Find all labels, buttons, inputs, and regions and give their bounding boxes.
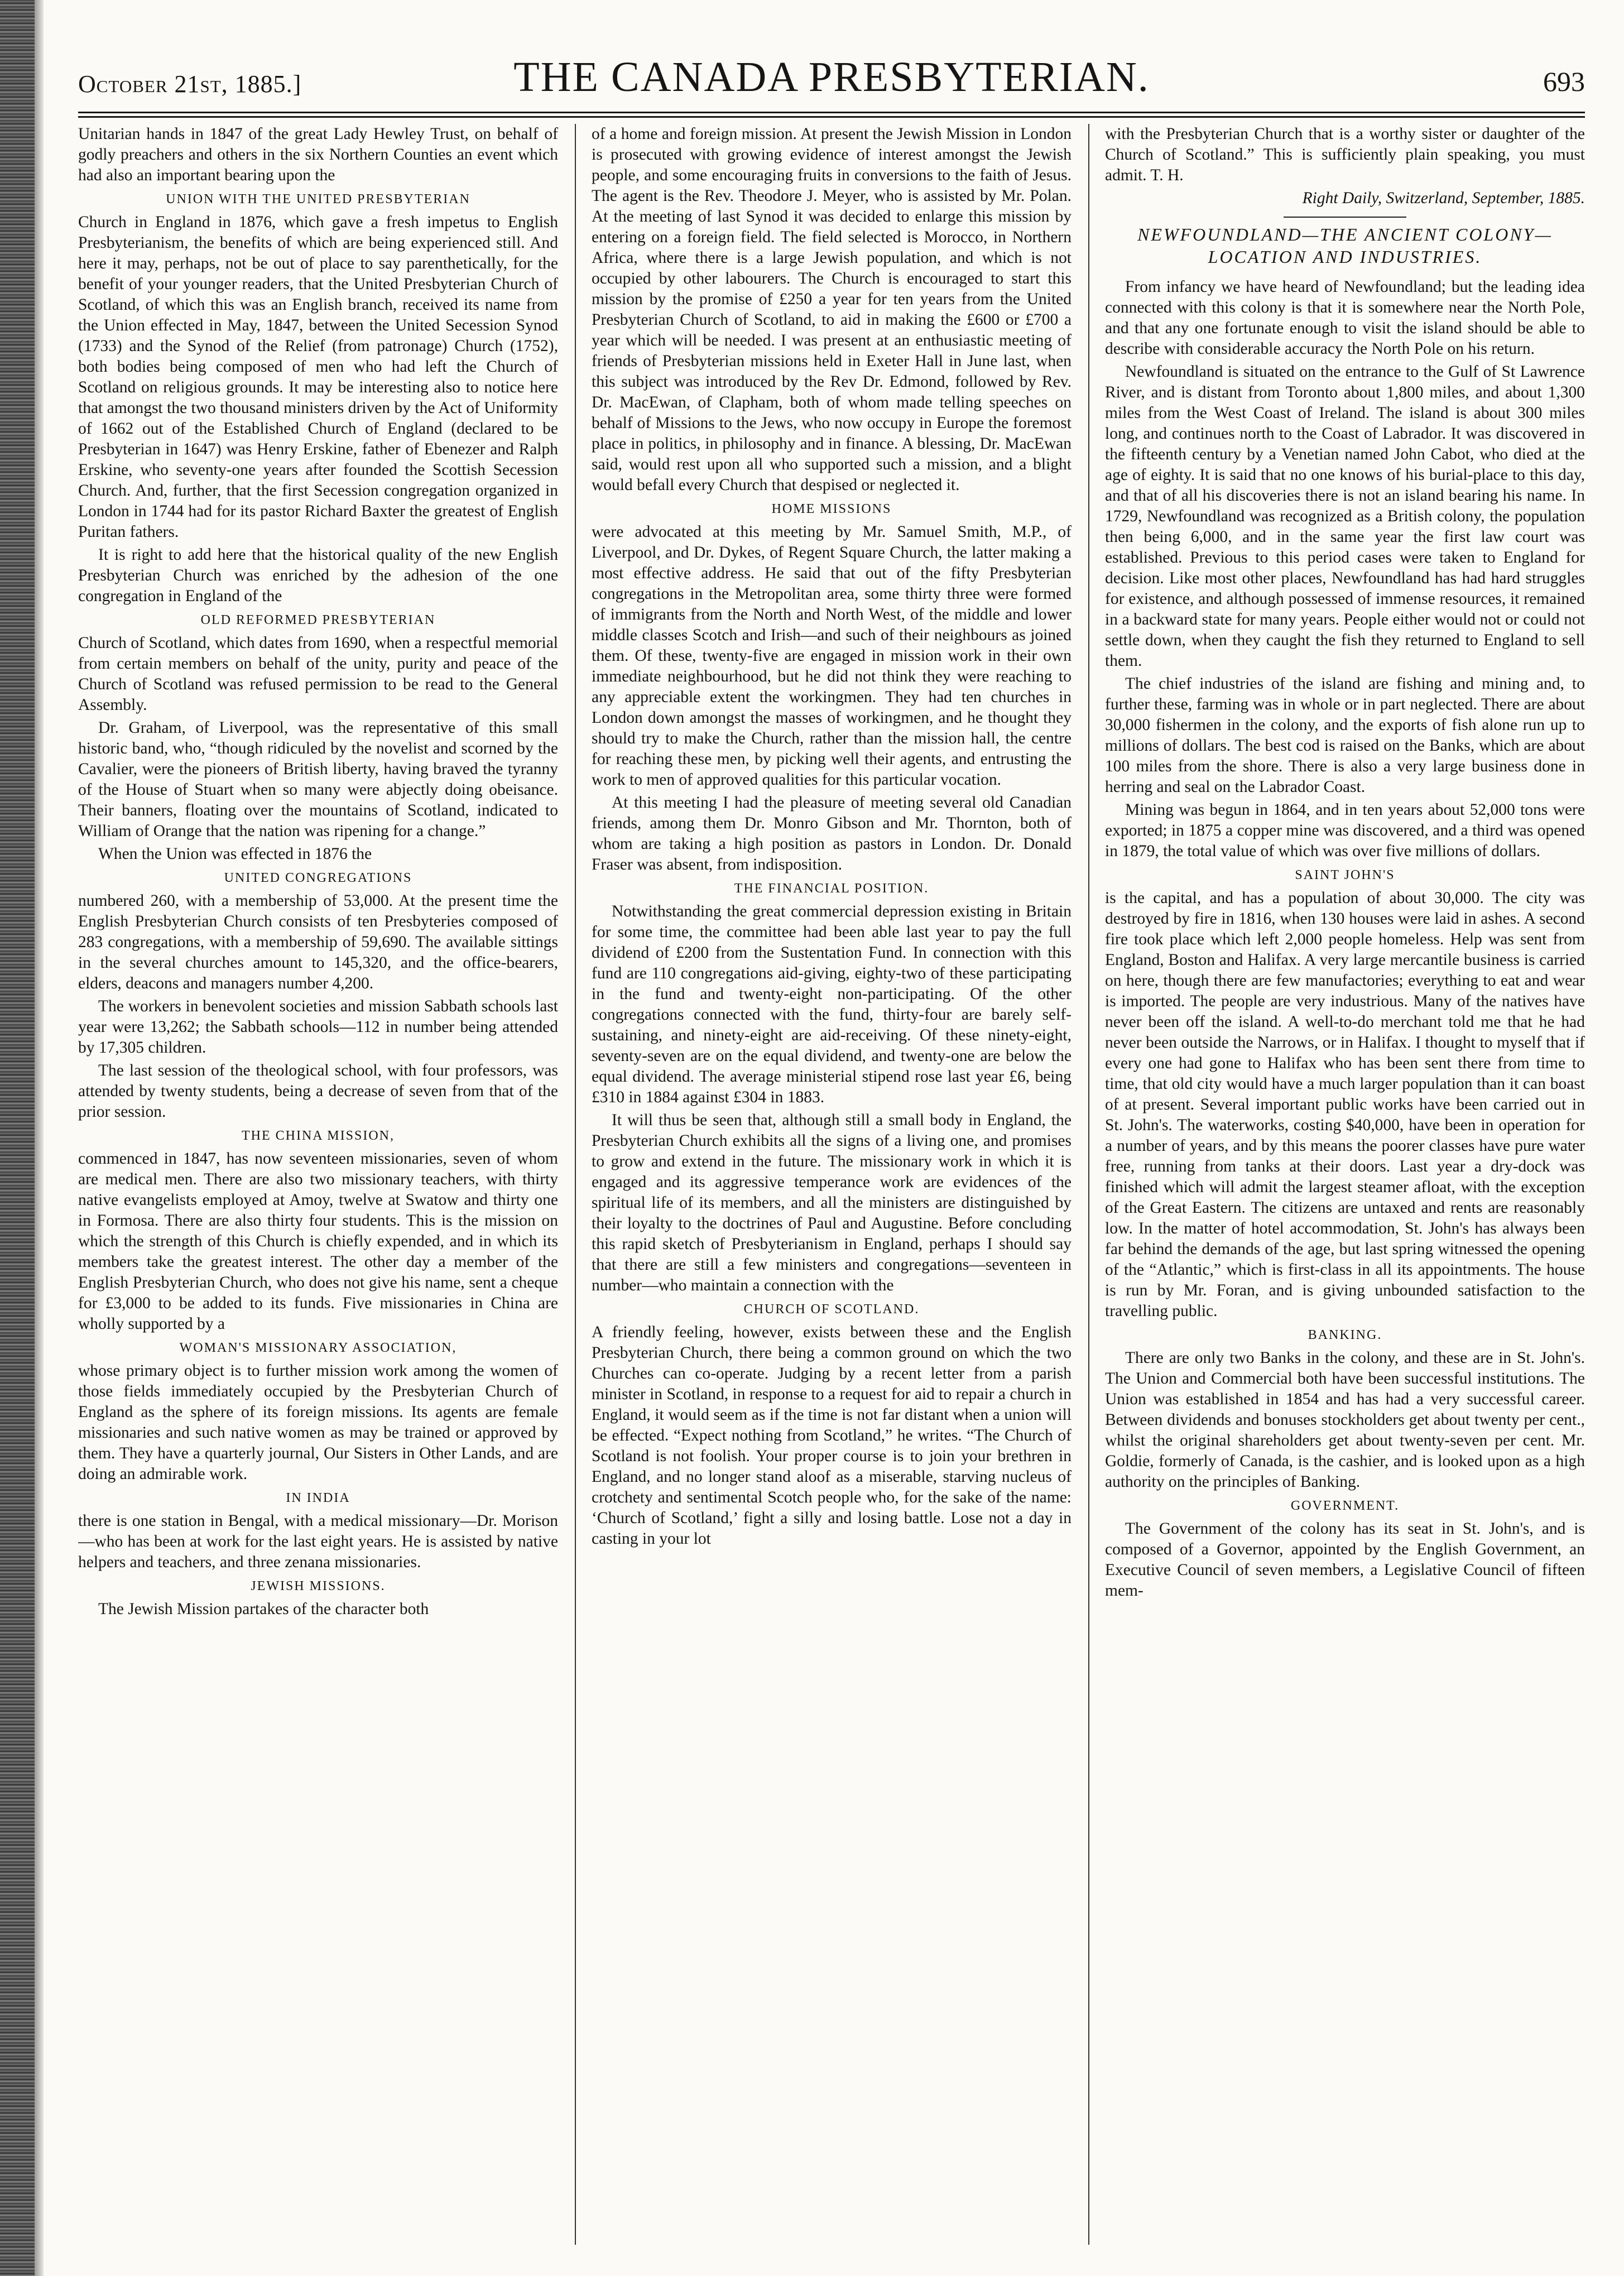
paragraph: The Jewish Mission partakes of the character both bbox=[98, 1600, 429, 1618]
paragraph: Church in England in 1876, which gave a fresh impetus to English Presbyterianism, the benefits of which are being experienced still. And here it may, perhaps, not be out of place to say parenthetically, for the benefit of your younger readers, that the United Presbyterian Church of Scotland, of which this was an English branch, received its name from the Union effected in May, 1847, between the United Secession Synod (1733) and the Synod of the Relief (from patronage) Church (1752), both bodies being composed of men who had left the Church of Scotland on religious grounds. It may be interesting also to notice here that amongst the two thousand ministers driven by the Act of Uniformity of 1662 out of the Established Church of England (declared to be Presbyterian in 1647) was Henry Erskine, father of Ebenezer and Ralph Erskine, who seventy-one years after founded the Scottish Secession Church. And, further, that the first Secession congregation organized in London in 1744 had for its pastor Richard Baxter the greatest of English Puritan fathers. bbox=[78, 213, 558, 541]
paragraph: The last session of the theological school, with four professors, was attended by twenty students, being a decrease of seven from that of the prior session. bbox=[78, 1062, 558, 1121]
paragraph: From infancy we have heard of Newfoundland; but the leading idea connected with this colony is that it is somewhere near the North Pole, and that any one fortunate enough to visit the island should be able to describe with considerable accuracy the North Pole on his return. bbox=[1105, 278, 1585, 358]
paragraph: A friendly feeling, however, exists between these and the English Presbyterian Church, there being a common ground on which the two Churches can co-operate. Judging by a recent letter from a parish minister in Scotland, in response to a request for aid to repair a church in England, it would seem as if the time is not far distant when a union will be effected. “Expect nothing from Scotland,” he writes. “The Church of Scotland is not foolish. Your proper course is to join your brethren in England, and no longer stand aloof as a miserable, starving nucleus of crotchety and sentimental Scotch people who, for the sake of the name: ‘Church of Scotland,’ fight a silly and losing battle. Lose not a day in casting in your lot bbox=[592, 1323, 1072, 1548]
paragraph: When the Union was effected in 1876 the bbox=[98, 845, 372, 863]
binding-shadow bbox=[35, 0, 44, 2276]
binding-edge bbox=[0, 0, 35, 2276]
paragraph: It will thus be seen that, although still a small body in England, the Presbyterian Church exhibits all the signs of a living one, and promises to grow and extend in the future. The missionary work in which it is engaged and its aggressive temperance work are evidences of the spiritual life of its members, and all the ministers are distinguished by their loyalty to the doctrines of Paul and Augustine. Before concluding this rapid sketch of Presbyterianism in England, perhaps I should say that there are still a few ministers and congregations—seventeen in number—who maintain a connection with the bbox=[592, 1111, 1072, 1294]
section-heading: HOME MISSIONS bbox=[771, 502, 892, 516]
issue-date: October 21st, 1885.] bbox=[78, 70, 302, 98]
paragraph: At this meeting I had the pleasure of meeting several old Canadian friends, among them Dr. Monro Gibson and Mr. Thornton, both of whom are taking a high position as pastors in London. Dr. Donald Fraser was absent, from indisposition. bbox=[592, 794, 1072, 873]
paragraph: Notwithstanding the great commercial depression existing in Britain for some time, the committee had been able last year to pay the full dividend of £200 from the Sustentation Fund. In connection with this fund are 110 congregations aid-giving, eighty-two of these participating in the fund and twenty-eight non-participating. Of the other congregations connected with the fund, thirty-four are barely self-sustaining, and ninety-eight are aid-receiving. Of these ninety-eight, seventy-seven are on the equal dividend, and twenty-one are below the equal dividend. The average ministerial stipend rose last year £6, being £310 in 1884 against £304 in 1883. bbox=[592, 902, 1072, 1106]
section-heading: JEWISH MISSIONS. bbox=[251, 1579, 386, 1593]
paragraph: is the capital, and has a population of about 30,000. The city was destroyed by fire in 1816, when 130 houses were laid in ashes. A second fire took place which left 2,000 people homeless. Help was sent from England, Boston and Halifax. A very large mercantile business is carried on here, though there are few manufactories; everything to eat and wear is imported. The people are very industrious. Many of the natives have never been off the island. A well-to-do merchant told me that he had never been outside the Narrows, or in Halifax. I thought to myself that if every one had gone to Halifax who has been sent there from time to time, that old city would have a much larger population than it can boast of at present. Several important public works have been carried out in St. John's. The waterworks, costing $40,000, have been in operation for a number of years, and by this means the poorer classes have pure water free, running from tanks at their doors. Last year a dry-dock was finished which will admit the largest steamer afloat, with the exception of the Great Eastern. The citizens are untaxed and rents are reasonably low. In the matter of hotel accommodation, St. John's has always been far behind the demands of the age, but last spring witnessed the opening of the “Atlantic,” which is first-class in all its appointments. The house is run by Mr. Foran, and is giving unbounded satisfaction to the travelling public. bbox=[1105, 889, 1585, 1320]
header-rule-bottom bbox=[78, 116, 1585, 118]
paragraph: with the Presbyterian Church that is a worthy sister or daughter of the Church of Scotland.” This is sufficiently plain speaking, you must admit. T. H. bbox=[1105, 125, 1585, 184]
page-header bbox=[78, 53, 1585, 109]
paragraph: were advocated at this meeting by Mr. Samuel Smith, M.P., of Liverpool, and Dr. Dykes, of Regent Square Church, the latter making a most effective address. He said that out of the fifty Presbyterian congregations in the Metropolitan area, some thirty three were formed of immigrants from the North and North West, of the middle and lower middle classes Scotch and Irish—and such of their neighbours as joined them. Of these, twenty-five are engaged in mission work in their own immediate neighbourhood, but he did not think they were reaching to any appreciable extent the workingmen. They had ten churches in London down amongst the masses of workingmen, and he thought they should try to make the Church, rather than the mission hall, the centre for reaching these men, by picking well their agents, and entrusting the work to men of approved qualities for this particular vocation. bbox=[592, 523, 1072, 789]
paragraph: There are only two Banks in the colony, and these are in St. John's. The Union and Commercial both have been successful institutions. The Union was established in 1854 and has had a very successful career. Between dividends and bonuses stockholders get about twenty per cent., whilst the original shareholders get about twenty-seven per cent. Mr. Goldie, formerly of Canada, is the cashier, and is looked upon as a high authority on the principles of Banking. bbox=[1105, 1349, 1585, 1491]
paragraph: numbered 260, with a membership of 53,000. At the present time the English Presbyterian Church consists of ten Presbyteries composed of 283 congregations, with a membership of 59,690. The available sittings in the several churches amount to 145,320, and the office-bearers, elders, deacons and managers number 4,200. bbox=[78, 892, 558, 992]
article-separator bbox=[1284, 217, 1406, 218]
section-heading: THE CHINA MISSION, bbox=[241, 1129, 395, 1143]
section-heading: CHURCH OF SCOTLAND. bbox=[743, 1302, 920, 1317]
section-heading: UNION WITH THE UNITED PRESBYTERIAN bbox=[166, 192, 470, 207]
section-heading: OLD REFORMED PRESBYTERIAN bbox=[200, 613, 436, 627]
paragraph: The chief industries of the island are fishing and mining and, to further these, farming was in whole or in part neglected. There are about 30,000 fishermen in the colony, and the exports of fish alone run up to millions of dollars. The best cod is raised on the Banks, which are about 100 miles from the shore. There is also a very large business done in herring and seal on the Labrador Coast. bbox=[1105, 675, 1585, 796]
paragraph: commenced in 1847, has now seventeen missionaries, seven of whom are medical men. There are also two missionary teachers, with thirty native evangelists employed at Amoy, twelve at Swatow and thirty one in Formosa. There are also thirty four students. This is the mission on which the strength of this Church is chiefly expended, and in which its members take the greatest interest. The other day a member of the English Presbyterian Church, who does not give his name, sent a cheque for £3,000 to be added to its funds. Five missionaries in China are wholly supported by a bbox=[78, 1150, 558, 1333]
header-rule-top bbox=[78, 112, 1585, 113]
page-number: 693 bbox=[1543, 66, 1585, 97]
article-columns bbox=[78, 124, 1585, 2256]
paragraph: Unitarian hands in 1847 of the great Lady Hewley Trust, on behalf of godly preachers and others in the six Northern Counties an event which had also an important bearing upon the bbox=[78, 125, 558, 184]
section-heading: SAINT JOHN'S bbox=[1295, 868, 1395, 882]
column-3 bbox=[1105, 124, 1585, 2256]
article-title: NEWFOUNDLAND—THE ANCIENT COLONY—LOCATION AND INDUSTRIES. bbox=[1137, 224, 1553, 267]
paragraph: there is one station in Bengal, with a medical missionary—Dr. Morison—who has been at work for the last eight years. He is assisted by native helpers and teachers, and three zenana missionaries. bbox=[78, 1512, 558, 1571]
paragraph: Mining was begun in 1864, and in ten years about 52,000 tons were exported; in 1875 a copper mine was discovered, and a third was opened in 1879, the total value of which was over five millions of dollars. bbox=[1105, 801, 1585, 860]
paragraph: Church of Scotland, which dates from 1690, when a respectful memorial from certain members on behalf of the unity, purity and peace of the Church of Scotland was refused permission to be read to the General Assembly. bbox=[78, 634, 558, 714]
section-heading: WOMAN'S MISSIONARY ASSOCIATION, bbox=[179, 1341, 457, 1355]
paragraph: Dr. Graham, of Liverpool, was the representative of this small historic band, who, “though ridiculed by the novelist and scorned by the Cavalier, were the pioneers of British liberty, having braved the tyranny of the House of Stuart when so many were abjectly doing obeisance. Their banners, floating over the mountains of Scotland, indicated to William of Orange that the nation was ripening for a change.” bbox=[78, 719, 558, 840]
paragraph: whose primary object is to further mission work among the women of those fields immediately occupied by the Presbyterian Church of England as the sphere of its foreign missions. Its agents are female missionaries and such native women as may be trained or approved by them. They have a quarterly journal, Our Sisters in Other Lands, and are doing an admirable work. bbox=[78, 1362, 558, 1483]
section-heading: IN INDIA bbox=[286, 1491, 350, 1505]
letter-signoff: Right Daily, Switzerland, September, 1885. bbox=[1302, 189, 1585, 207]
paragraph: The Government of the colony has its seat in St. John's, and is composed of a Governor, appointed by the English Government, an Executive Council of seven members, a Legislative Council of fifteen mem- bbox=[1105, 1520, 1585, 1600]
column-1 bbox=[78, 124, 558, 2256]
section-heading: GOVERNMENT. bbox=[1290, 1499, 1400, 1513]
paragraph: of a home and foreign mission. At present the Jewish Mission in London is prosecuted with growing evidence of interest amongst the Jewish people, and some encouraging fruits in conversions to the faith of Jesus. The agent is the Rev. Theodore J. Meyer, who is assisted by Mr. Polan. At the meeting of last Synod it was decided to enlarge this mission by entering on a foreign field. The field selected is Morocco, in Northern Africa, where there is a large Jewish population, and which is not occupied by other labourers. The Church is encouraged to start this mission by the promise of £250 a year for ten years from the United Presbyterian Church of Scotland, to aid in making the £600 or £700 a year which will be needed. I was present at an enthusiastic meeting of friends of Presbyterian missions held in Exeter Hall in June last, when this subject was introduced by the Rev Dr. Edmond, followed by Rev. Dr. MacEwan, of Clapham, both of whom made telling speeches on behalf of Missions to the Jews, who now occupy in Europe the foremost place in politics, in philosophy and in finance. A blessing, Dr. MacEwan said, would rest upon all who supported such a mission, and a blight would befall every Church that despised or neglected it. bbox=[592, 125, 1072, 494]
newspaper-title: THE CANADA PRESBYTERIAN. bbox=[513, 54, 1150, 100]
section-heading: BANKING. bbox=[1308, 1328, 1382, 1342]
column-divider-1 bbox=[575, 124, 576, 2245]
column-divider-2 bbox=[1088, 124, 1089, 2245]
paragraph: It is right to add here that the historical quality of the new English Presbyterian Church was enriched by the adhesion of the one congregation in England of the bbox=[78, 546, 558, 605]
column-2 bbox=[592, 124, 1072, 2256]
section-heading: UNITED CONGREGATIONS bbox=[224, 871, 412, 885]
paragraph: The workers in benevolent societies and mission Sabbath schools last year were 13,262; the Sabbath schools—112 in number being attended by 17,305 children. bbox=[78, 997, 558, 1057]
paragraph: Newfoundland is situated on the entrance to the Gulf of St Lawrence River, and is distant from Toronto about 1,800 miles, and about 1,300 miles from the West Coast of Ireland. The island is about 300 miles long, and continues north to the Coast of Labrador. It was discovered in the fifteenth century by a Venetian named John Cabot, who died at the age of eighty. It is said that no one knows of his burial-place to this day, and that of all his discoveries there is not an island bearing his name. In 1729, Newfoundland was recognized as a British colony, the population then being 6,000, and in the same year the first law court was established. Previous to this period cases were taken to England for decision. Like most other places, Newfoundland has had hard struggles for existence, and although possessed of immense resources, it remained in a backward state for many years. People either would not or could not settle down, when they caught the fish they returned to England to sell them. bbox=[1105, 363, 1585, 670]
section-heading: THE FINANCIAL POSITION. bbox=[734, 881, 929, 896]
